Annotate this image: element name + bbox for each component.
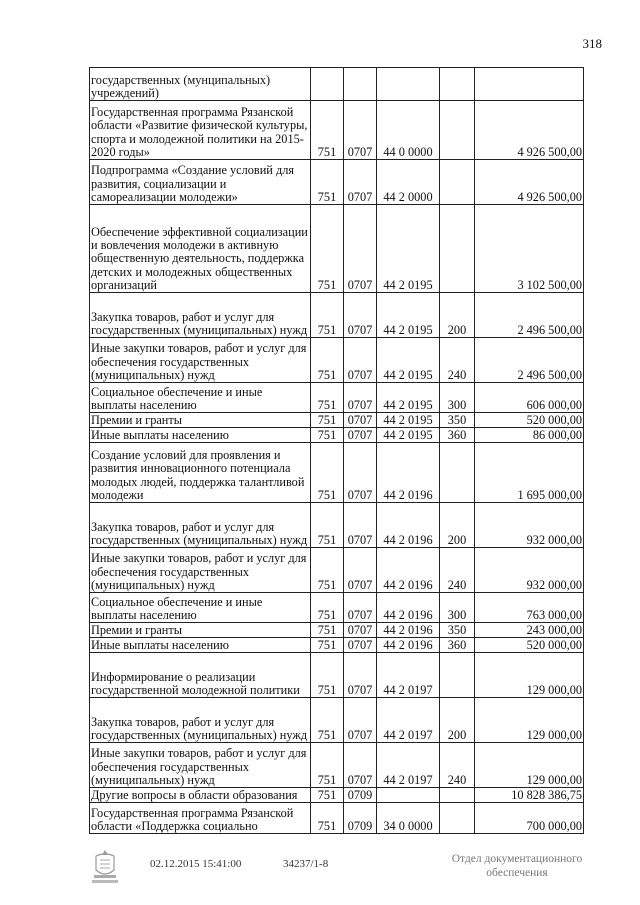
table-row: [90, 623, 584, 638]
row-expense-type-cell: [440, 160, 475, 205]
table-row: [90, 803, 584, 834]
row-target-article-cell: 44 2 0195: [377, 338, 440, 383]
row-expense-type-cell: 360: [440, 638, 475, 653]
row-expense-type-cell: 350: [440, 413, 475, 428]
row-name-cell: Иные закупки товаров, работ и услуг для обеспечения государственных (муниципальных) нужд: [90, 548, 311, 593]
row-target-article-cell: 44 2 0196: [377, 443, 440, 503]
row-section-cell: 0707: [344, 160, 377, 205]
row-expense-type-cell: 240: [440, 548, 475, 593]
row-expense-type-cell: 300: [440, 383, 475, 413]
row-section-cell: 0707: [344, 653, 377, 698]
row-target-article-cell: 44 2 0195: [377, 383, 440, 413]
row-name-cell: Иные выплаты населению: [90, 428, 311, 443]
row-section-cell: 0707: [344, 428, 377, 443]
table-row: [90, 443, 584, 503]
row-name-cell: Иные закупки товаров, работ и услуг для обеспечения государственных (муниципальных) нужд: [90, 743, 311, 788]
row-name-cell: Премии и гранты: [90, 623, 311, 638]
row-section-cell: 0707: [344, 743, 377, 788]
budget-table-body: [90, 68, 584, 834]
row-admin-code-cell: [311, 68, 344, 101]
row-name-cell: Иные выплаты населению: [90, 638, 311, 653]
row-amount-cell: 2 496 500,00: [475, 293, 584, 338]
row-amount-cell: 932 000,00: [475, 548, 584, 593]
row-target-article-cell: 44 2 0196: [377, 548, 440, 593]
row-target-article-cell: 44 2 0196: [377, 593, 440, 623]
row-target-article-cell: 44 2 0196: [377, 503, 440, 548]
row-amount-cell: 129 000,00: [475, 653, 584, 698]
table-row: [90, 593, 584, 623]
row-section-cell: 0707: [344, 638, 377, 653]
row-expense-type-cell: [440, 101, 475, 160]
row-section-cell: 0707: [344, 593, 377, 623]
table-row: [90, 293, 584, 338]
row-amount-cell: 1 695 000,00: [475, 443, 584, 503]
row-target-article-cell: 44 2 0197: [377, 653, 440, 698]
row-name-cell: Закупка товаров, работ и услуг для государственных (муниципальных) нужд: [90, 698, 311, 743]
row-target-article-cell: 44 2 0197: [377, 743, 440, 788]
footer-stamp-line: обеспечения: [486, 867, 548, 879]
row-amount-cell: 129 000,00: [475, 698, 584, 743]
row-admin-code-cell: 751: [311, 428, 344, 443]
row-admin-code-cell: 751: [311, 443, 344, 503]
row-amount-cell: 129 000,00: [475, 743, 584, 788]
row-expense-type-cell: [440, 68, 475, 101]
table-row: [90, 68, 584, 101]
row-target-article-cell: 44 2 0196: [377, 638, 440, 653]
row-expense-type-cell: 200: [440, 503, 475, 548]
row-expense-type-cell: [440, 443, 475, 503]
row-amount-cell: 700 000,00: [475, 803, 584, 834]
budget-table: [89, 67, 584, 834]
row-amount-cell: 932 000,00: [475, 503, 584, 548]
row-target-article-cell: [377, 788, 440, 803]
row-name-cell: Обеспечение эффективной социализации и вовлечения молодежи в активную общественную деятельность, поддержка детских и молодежных общественных организаций: [90, 205, 311, 293]
row-section-cell: 0707: [344, 293, 377, 338]
row-admin-code-cell: 751: [311, 623, 344, 638]
row-target-article-cell: [377, 68, 440, 101]
row-section-cell: 0707: [344, 503, 377, 548]
row-admin-code-cell: 751: [311, 653, 344, 698]
row-admin-code-cell: 751: [311, 160, 344, 205]
table-row: [90, 101, 584, 160]
row-section-cell: [344, 68, 377, 101]
row-name-cell: Иные закупки товаров, работ и услуг для обеспечения государственных (муниципальных) нужд: [90, 338, 311, 383]
table-row: [90, 413, 584, 428]
row-section-cell: 0707: [344, 698, 377, 743]
row-name-cell: Создание условий для проявления и развития инновационного потенциала молодых людей, поддержка талантливой молодежи: [90, 443, 311, 503]
row-admin-code-cell: 751: [311, 698, 344, 743]
table-row: [90, 788, 584, 803]
table-row: [90, 338, 584, 383]
row-expense-type-cell: [440, 205, 475, 293]
row-expense-type-cell: 200: [440, 293, 475, 338]
table-row: [90, 428, 584, 443]
row-name-cell: Социальное обеспечение и иные выплаты населению: [90, 383, 311, 413]
row-amount-cell: 4 926 500,00: [475, 101, 584, 160]
row-admin-code-cell: 751: [311, 503, 344, 548]
row-amount-cell: 2 496 500,00: [475, 338, 584, 383]
table-row: [90, 653, 584, 698]
footer: [0, 850, 640, 900]
row-section-cell: 0709: [344, 788, 377, 803]
row-amount-cell: 86 000,00: [475, 428, 584, 443]
table-row: [90, 205, 584, 293]
row-name-cell: Закупка товаров, работ и услуг для государственных (муниципальных) нужд: [90, 293, 311, 338]
row-target-article-cell: 44 2 0195: [377, 428, 440, 443]
row-name-cell: Государственная программа Рязанской области «Поддержка социально: [90, 803, 311, 834]
row-name-cell: Подпрограмма «Создание условий для развития, социализации и самореализации молодежи»: [90, 160, 311, 205]
row-name-cell: Государственная программа Рязанской области «Развитие физической культуры, спорта и молодежной политики на 2015-2020 годы»: [90, 101, 311, 160]
row-admin-code-cell: 751: [311, 101, 344, 160]
row-name-cell: Другие вопросы в области образования: [90, 788, 311, 803]
row-expense-type-cell: 240: [440, 338, 475, 383]
row-section-cell: 0707: [344, 623, 377, 638]
row-target-article-cell: 44 2 0195: [377, 205, 440, 293]
row-target-article-cell: 44 2 0000: [377, 160, 440, 205]
row-expense-type-cell: 240: [440, 743, 475, 788]
table-row: [90, 743, 584, 788]
row-section-cell: 0707: [344, 548, 377, 593]
row-section-cell: 0707: [344, 413, 377, 428]
table-row: [90, 503, 584, 548]
row-admin-code-cell: 751: [311, 548, 344, 593]
coat-of-arms-icon: [90, 848, 120, 888]
table-row: [90, 548, 584, 593]
footer-document-number: 34237/1-8: [283, 858, 329, 870]
row-admin-code-cell: 751: [311, 743, 344, 788]
row-admin-code-cell: 751: [311, 338, 344, 383]
row-name-cell: Социальное обеспечение и иные выплаты населению: [90, 593, 311, 623]
row-section-cell: 0709: [344, 803, 377, 834]
footer-stamp: [442, 852, 592, 880]
footer-stamp-line: Отдел документационного: [451, 853, 583, 865]
row-amount-cell: [475, 68, 584, 101]
row-admin-code-cell: 751: [311, 593, 344, 623]
row-admin-code-cell: 751: [311, 413, 344, 428]
row-admin-code-cell: 751: [311, 788, 344, 803]
row-target-article-cell: 34 0 0000: [377, 803, 440, 834]
row-amount-cell: 3 102 500,00: [475, 205, 584, 293]
row-name-cell: Информирование о реализации государственной молодежной политики: [90, 653, 311, 698]
row-section-cell: 0707: [344, 383, 377, 413]
table-row: [90, 160, 584, 205]
page-number: 318: [582, 36, 602, 51]
table-row: [90, 638, 584, 653]
row-amount-cell: 763 000,00: [475, 593, 584, 623]
row-target-article-cell: 44 0 0000: [377, 101, 440, 160]
row-target-article-cell: 44 2 0197: [377, 698, 440, 743]
row-section-cell: 0707: [344, 443, 377, 503]
row-expense-type-cell: 350: [440, 623, 475, 638]
row-target-article-cell: 44 2 0195: [377, 293, 440, 338]
row-expense-type-cell: 200: [440, 698, 475, 743]
row-target-article-cell: 44 2 0196: [377, 623, 440, 638]
row-admin-code-cell: 751: [311, 205, 344, 293]
row-expense-type-cell: [440, 803, 475, 834]
row-name-cell: Премии и гранты: [90, 413, 311, 428]
row-amount-cell: 4 926 500,00: [475, 160, 584, 205]
row-admin-code-cell: 751: [311, 803, 344, 834]
row-name-cell: Закупка товаров, работ и услуг для государственных (муниципальных) нужд: [90, 503, 311, 548]
row-amount-cell: 243 000,00: [475, 623, 584, 638]
row-admin-code-cell: 751: [311, 638, 344, 653]
row-section-cell: 0707: [344, 101, 377, 160]
row-target-article-cell: 44 2 0195: [377, 413, 440, 428]
table-row: [90, 383, 584, 413]
row-amount-cell: 606 000,00: [475, 383, 584, 413]
table-row: [90, 698, 584, 743]
row-expense-type-cell: 300: [440, 593, 475, 623]
row-amount-cell: 10 828 386,75: [475, 788, 584, 803]
row-admin-code-cell: 751: [311, 383, 344, 413]
row-amount-cell: 520 000,00: [475, 638, 584, 653]
row-section-cell: 0707: [344, 205, 377, 293]
row-admin-code-cell: 751: [311, 293, 344, 338]
row-expense-type-cell: [440, 653, 475, 698]
row-expense-type-cell: 360: [440, 428, 475, 443]
row-name-cell: государственных (мунципальных) учреждений): [90, 68, 311, 101]
footer-timestamp: 02.12.2015 15:41:00: [150, 858, 242, 870]
row-expense-type-cell: [440, 788, 475, 803]
row-amount-cell: 520 000,00: [475, 413, 584, 428]
row-section-cell: 0707: [344, 338, 377, 383]
